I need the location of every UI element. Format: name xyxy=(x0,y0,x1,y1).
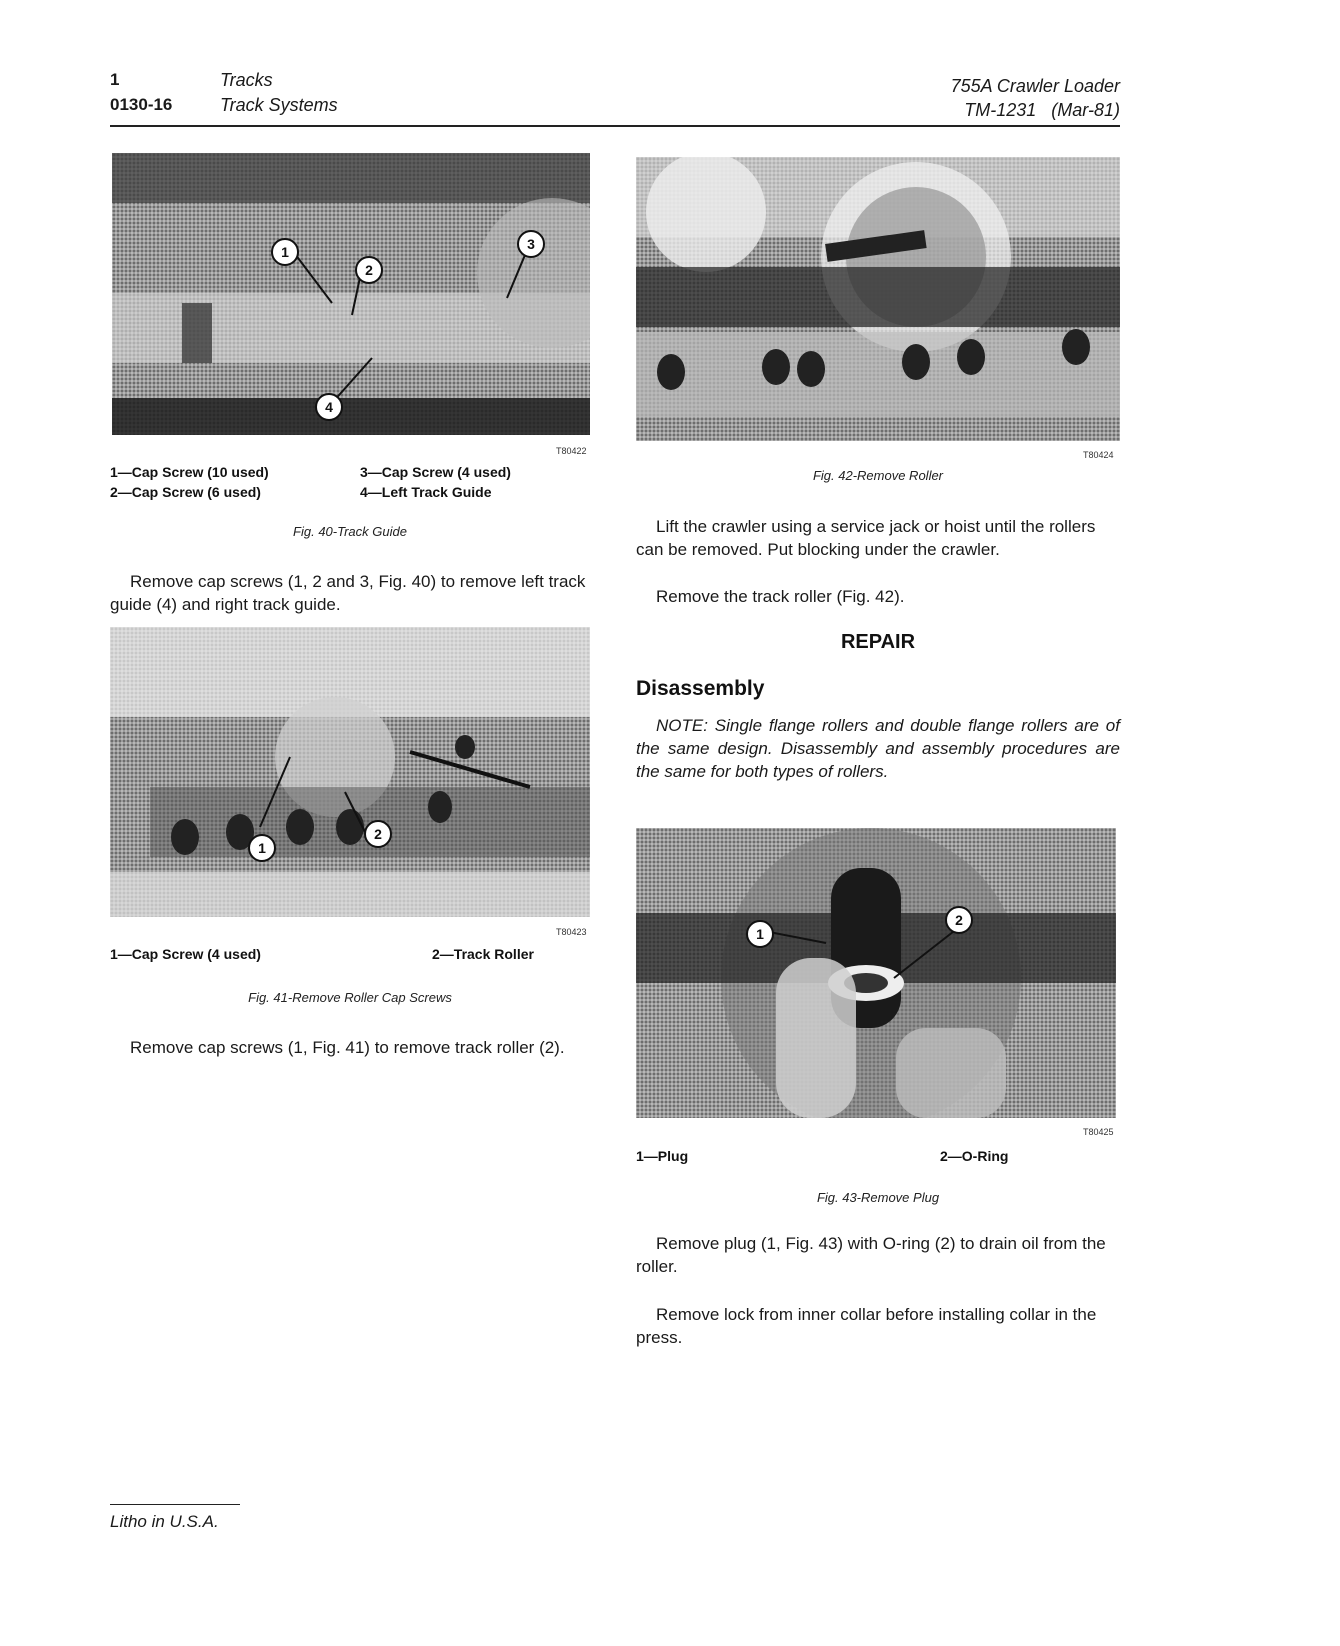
plug-paragraph: Remove plug (1, Fig. 43) with O-ring (2) to drain oil from the roller. xyxy=(636,1234,1106,1276)
footer-rule xyxy=(110,1504,240,1505)
lock-paragraph: Remove lock from inner collar before installing collar in the press. xyxy=(636,1305,1097,1347)
fig-43-code: T80425 xyxy=(1083,1127,1114,1137)
fig-43-illustration xyxy=(636,828,1116,1118)
fig-40-illustration xyxy=(112,153,590,435)
fig-40-callout-4: 4 xyxy=(315,393,343,421)
fig-40-callout-1: 1 xyxy=(271,238,299,266)
fig-41-code: T80423 xyxy=(556,927,587,937)
fig-40-legend-2: 2—Cap Screw (6 used) xyxy=(110,484,261,500)
note-paragraph: NOTE: Single flange rollers and double flange rollers are of the same design. Disassembly and assembly procedures are the same for both types of rollers. xyxy=(636,716,1120,781)
fig-42-illustration xyxy=(636,157,1120,441)
section-code: 0130-16 xyxy=(110,95,173,114)
fig-40-callout-2: 2 xyxy=(355,256,383,284)
fig-41-illustration xyxy=(110,627,590,917)
fig-41-callout-1: 1 xyxy=(248,834,276,862)
fig-40-legend-4: 4—Left Track Guide xyxy=(360,484,492,500)
chapter-title: Tracks xyxy=(220,70,273,90)
fig-43-photo xyxy=(636,828,1116,1118)
fig-41-caption: Fig. 41-Remove Roller Cap Screws xyxy=(248,990,452,1005)
fig-40-callout-3: 3 xyxy=(517,230,545,258)
fig-43-callout-1: 1 xyxy=(746,920,774,948)
fig-42-photo xyxy=(636,157,1120,441)
fig-40-caption: Fig. 40-Track Guide xyxy=(293,524,407,539)
fig-42-caption: Fig. 42-Remove Roller xyxy=(812,468,944,483)
fig-41-paragraph: Remove cap screws (1, Fig. 41) to remove track roller (2). xyxy=(130,1038,565,1057)
fig-41-legend-2: 2—Track Roller xyxy=(432,946,534,962)
fig-40-paragraph: Remove cap screws (1, 2 and 3, Fig. 40) to remove left track guide (4) and right track guide. xyxy=(110,572,586,614)
disassembly-heading: Disassembly xyxy=(636,677,765,700)
fig-43-legend-1: 1—Plug xyxy=(636,1148,689,1164)
header-rule xyxy=(110,125,1120,127)
fig-40-legend-3: 3—Cap Screw (4 used) xyxy=(360,464,511,480)
fig-41-photo xyxy=(110,627,590,917)
manual-reference: TM-1231 (Mar-81) xyxy=(964,100,1120,120)
fig-43-caption: Fig. 43-Remove Plug xyxy=(816,1190,940,1205)
remove-roller-paragraph: Remove the track roller (Fig. 42). xyxy=(656,587,905,606)
repair-heading: REPAIR xyxy=(840,631,916,653)
fig-43-callout-2: 2 xyxy=(945,906,973,934)
fig-40-legend-1: 1—Cap Screw (10 used) xyxy=(110,464,269,480)
subchapter-title: Track Systems xyxy=(220,95,338,115)
fig-41-callout-2: 2 xyxy=(364,820,392,848)
page-number: 1 xyxy=(110,70,120,89)
lift-paragraph: Lift the crawler using a service jack or hoist until the rollers can be removed. Put blocking under the crawler. xyxy=(636,517,1096,559)
fig-43-legend-2: 2—O-Ring xyxy=(940,1148,1009,1164)
fig-40-photo xyxy=(112,153,590,435)
fig-42-code: T80424 xyxy=(1083,450,1114,460)
fig-41-legend-1: 1—Cap Screw (4 used) xyxy=(110,946,261,962)
fig-40-code: T80422 xyxy=(556,446,587,456)
footer-litho: Litho in U.S.A. xyxy=(110,1512,219,1531)
machine-title: 755A Crawler Loader xyxy=(950,76,1120,96)
